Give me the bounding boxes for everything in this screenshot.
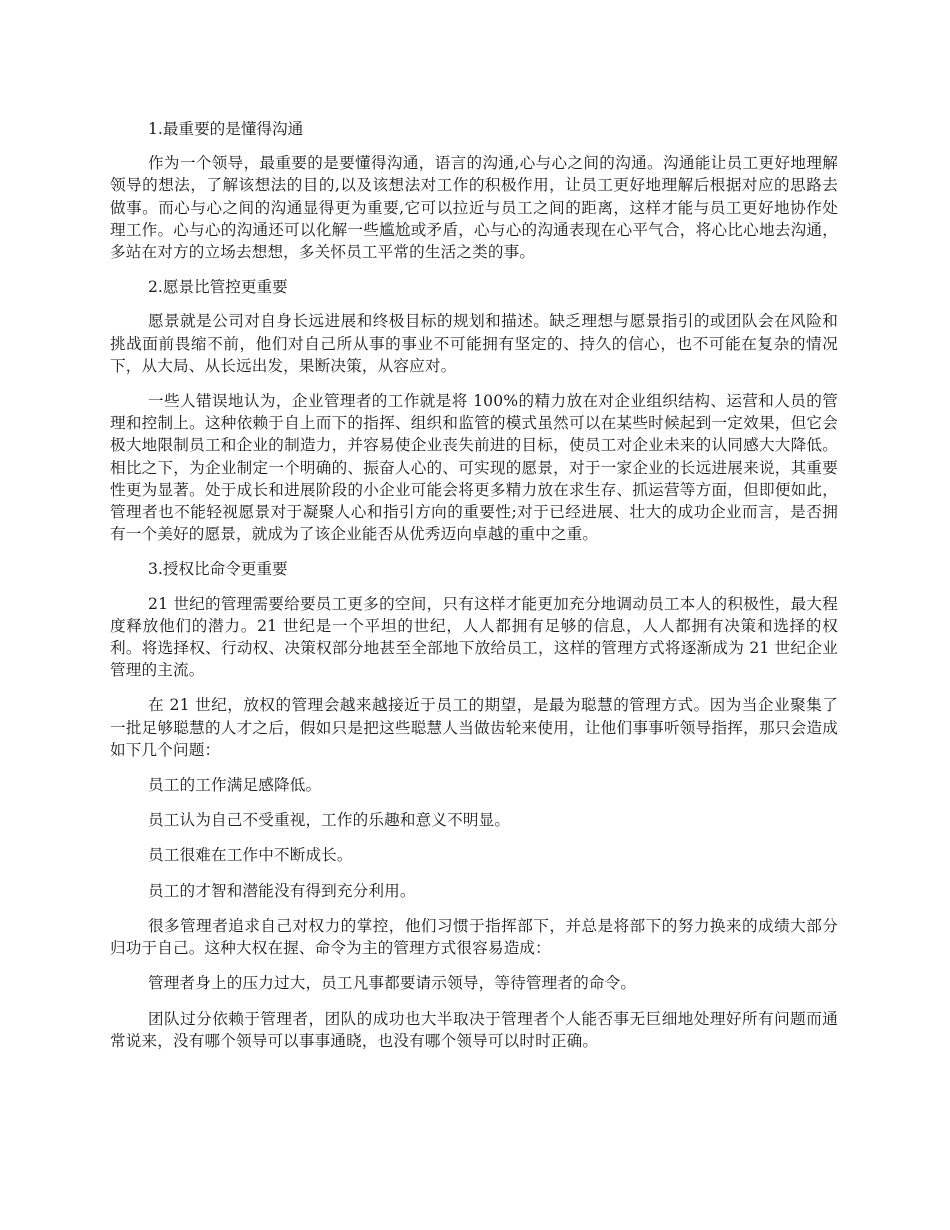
- paragraph: 愿景就是公司对自身长远进展和终极目标的规划和描述。缺乏理想与愿景指引的或团队会在风险和挑战面前畏缩不前，他们对自己所从事的事业不可能拥有坚定的、持久的信心，也不可能在复杂的情况下，从大局、从长远出发，果断决策，从容应对。: [110, 312, 838, 375]
- list-item: 员工很难在工作中不断成长。: [148, 846, 353, 865]
- paragraph: 作为一个领导，最重要的是要懂得沟通，语言的沟通,心与心之间的沟通。沟通能让员工更好地理解领导的想法，了解该想法的目的,以及该想法对工作的积极作用，让员工更好地理解后根据对应的思路去做事。而心与心之间的沟通显得更为重要,它可以拉近与员工之间的距离，这样才能与员工更好地协作处理工作。心与心的沟通还可以化解一些尴尬或矛盾，心与心的沟通表现在心平气合，将心比心地去沟通，多站在对方的立场去想想，多关怀员工平常的生活之类的事。: [110, 154, 838, 262]
- document-body: [110, 118, 838, 1065]
- list-item: 管理者身上的压力过大，员工凡事都要请示领导，等待管理者的命令。: [148, 974, 637, 993]
- paragraph: 一些人错误地认为，企业管理者的工作就是将 100%的精力放在对企业组织结构、运营和人员的管理和控制上。这种依赖于自上而下的指挥、组织和监管的模式虽然可以在某些时候起到一定效果，但它会极大地限制员工和企业的制造力，并容易使企业丧失前进的目标，使员工对企业未来的认同感大大降低。相比之下，为企业制定一个明确的、振奋人心的、可实现的愿景，对于一家企业的长远进展来说，其重要性更为显著。处于成长和进展阶段的小企业可能会将更多精力放在求生存、抓运营等方面，但即便如此，管理者也不能轻视愿景对于凝聚人心和指引方向的重要性;对于已经进展、壮大的成功企业而言，是否拥有一个美好的愿景，就成为了该企业能否从优秀迈向卓越的重中之重。: [110, 392, 838, 544]
- list-item: 员工的才智和潜能没有得到充分利用。: [148, 881, 416, 900]
- paragraph: 在 21 世纪，放权的管理会越来越接近于员工的期望，是最为聪慧的管理方式。因为当企业聚集了一批足够聪慧的人才之后，假如只是把这些聪慧人当做齿轮来使用，让他们事事听领导指挥，那只会造成如下几个问题：: [110, 696, 838, 759]
- list-item: 员工的工作满足感降低。: [148, 776, 322, 795]
- section-heading-communication: 1.最重要的是懂得沟通: [148, 120, 304, 138]
- section-heading-delegation: 3.授权比命令更重要: [148, 560, 288, 579]
- paragraph: 21 世纪的管理需要给要员工更多的空间，只有这样才能更加充分地调动员工本人的积极性，最大程度释放他们的潜力。21 世纪是一个平坦的世纪，人人都拥有足够的信息，人人都拥有决策和选择的权利。将选择权、行动权、决策权部分地甚至全部地下放给员工，这样的管理方式将逐渐成为 21 世纪企业管理的主流。: [110, 594, 838, 680]
- list-item: 员工认为自己不受重视，工作的乐趣和意义不明显。: [148, 811, 511, 830]
- paragraph: 很多管理者追求自己对权力的掌控，他们习惯于指挥部下，并总是将部下的努力换来的成绩大部分归功于自己。这种大权在握、命令为主的管理方式很容易造成：: [110, 916, 838, 958]
- section-heading-vision: 2.愿景比管控更重要: [148, 278, 288, 297]
- paragraph: 团队过分依赖于管理者，团队的成功也大半取决于管理者个人能否事无巨细地处理好所有问题而通常说来，没有哪个领导可以事事通晓，也没有哪个领导可以时时正确。: [110, 1009, 838, 1050]
